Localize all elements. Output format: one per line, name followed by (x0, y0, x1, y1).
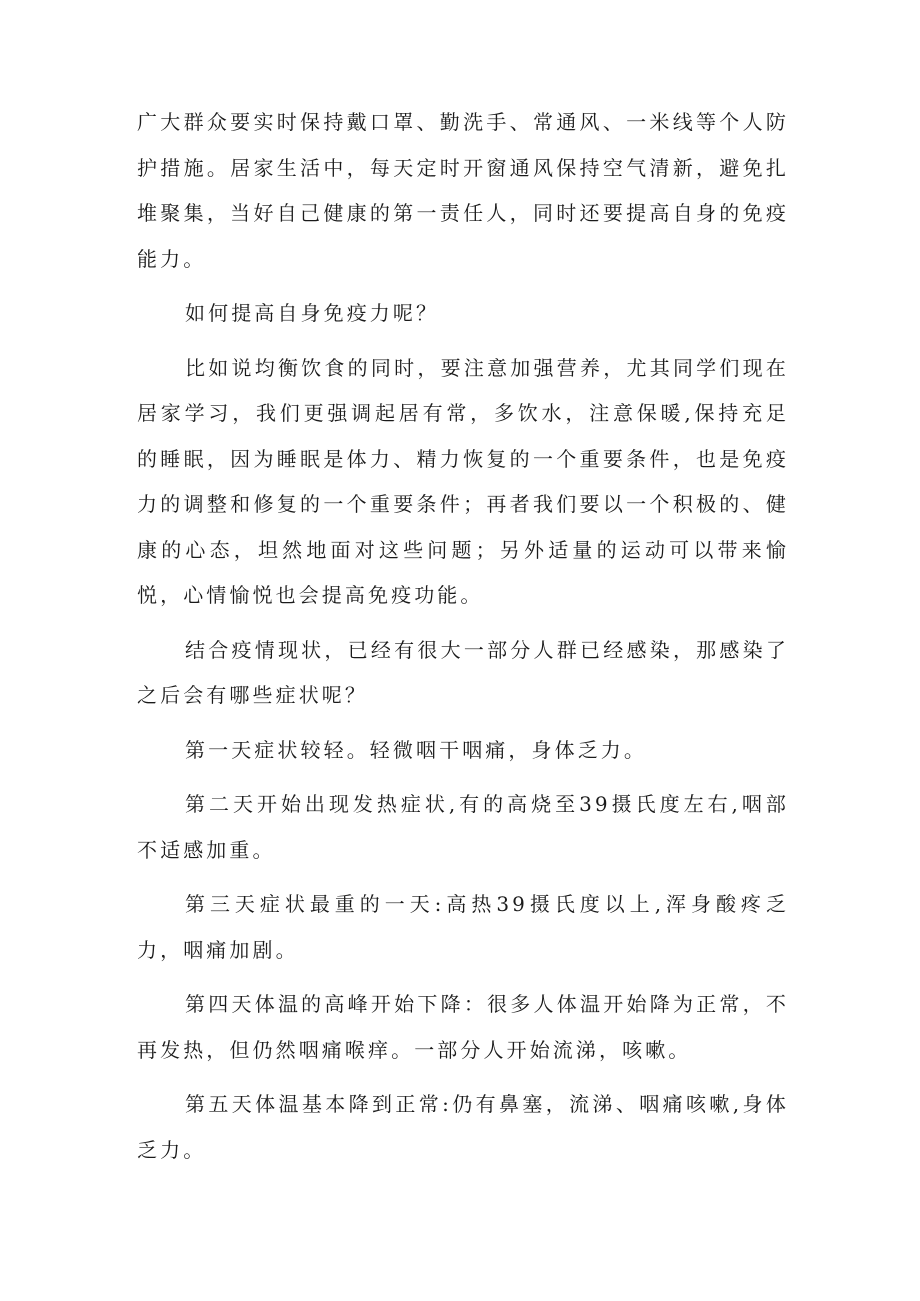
paragraph-day-three: 第三天症状最重的一天:高热39摄氏度以上,浑身酸疼乏力，咽痛加剧。 (137, 892, 789, 962)
paragraph-day-four: 第四天体温的高峰开始下降：很多人体温开始降为正常，不再发热，但仍然咽痛喉痒。一部分人开始流涕，咳嗽。 (137, 992, 789, 1062)
paragraph-day-five: 第五天体温基本降到正常:仍有鼻塞，流涕、咽痛咳嗽,身体乏力。 (137, 1092, 789, 1162)
paragraph-day-two: 第二天开始出现发热症状,有的高烧至39摄氏度左右,咽部不适感加重。 (137, 792, 789, 862)
document-body (137, 100, 789, 1182)
paragraph-immunity-question: 如何提高自身免疫力呢？ (185, 301, 440, 325)
paragraph-immunity-advice: 比如说均衡饮食的同时，要注意加强营养，尤其同学们现在居家学习，我们更强调起居有常，多饮水，注意保暖,保持充足的睡眠，因为睡眠是体力、精力恢复的一个重要条件，也是免疫力的调整和修复的一个重要条件；再者我们要以一个积极的、健康的心态，坦然地面对这些问题；另外适量的运动可以带来愉悦，心情愉悦也会提高免疫功能。 (137, 355, 789, 607)
paragraph-protection-measures: 广大群众要实时保持戴口罩、勤洗手、常通风、一米线等个人防护措施。居家生活中，每天定时开窗通风保持空气清新，避免扎堆聚集，当好自己健康的第一责任人，同时还要提高自身的免疫能力。 (137, 110, 789, 271)
paragraph-day-one: 第一天症状较轻。轻微咽干咽痛，身体乏力。 (185, 737, 647, 762)
paragraph-symptoms-question: 结合疫情现状，已经有很大一部分人群已经感染，那感染了之后会有哪些症状呢？ (137, 637, 789, 707)
